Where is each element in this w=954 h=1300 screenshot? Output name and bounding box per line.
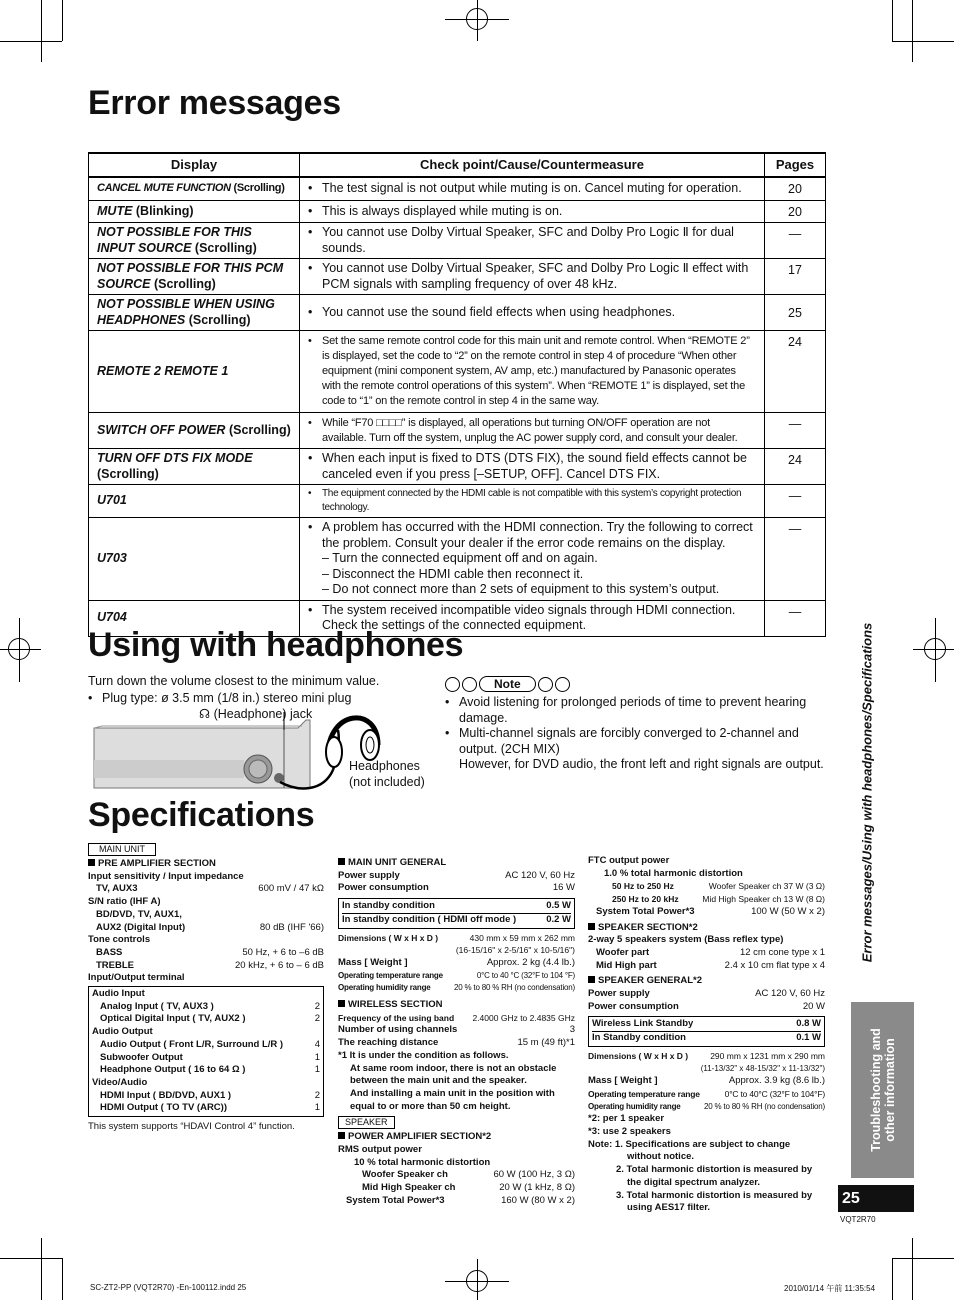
cause-cell: • While “F70 □□□□” is displayed, all operations but turning ON/OFF operation are not available. Turn off the system, unplug the AC power supply cord, and consult your dealer.: [300, 413, 765, 449]
display-cell: TURN OFF DTS FIX MODE (Scrolling): [89, 449, 300, 485]
section-heading: PRE AMPLIFIER SECTION: [98, 858, 216, 869]
spec-label: FTC output power: [588, 855, 670, 866]
registration-line: [19, 618, 20, 682]
table-row: [89, 518, 826, 601]
spec-row: Operating temperature range 0°C to 40°C (32°F to 104°F): [588, 1088, 825, 1099]
spec-row: Operating humidity range 20 % to 80 % RH (no condensation): [338, 983, 575, 993]
doc-code: VQT2R70: [840, 1215, 876, 1224]
crop-mark: [0, 41, 62, 42]
spec-row: Mid High Speaker ch 20 W (1 kHz, 8 Ω): [362, 1182, 575, 1194]
spec-row: AUX2 (Digital Input) 80 dB (IHF '66): [96, 921, 324, 933]
footnote: *2: per 1 speaker: [588, 1113, 665, 1125]
pages-cell: —: [765, 485, 826, 518]
standby-box: [338, 898, 575, 928]
spec-row: Power consumption 20 W: [588, 1000, 825, 1012]
display-cell: NOT POSSIBLE FOR THIS INPUT SOURCE (Scrolling): [89, 223, 300, 259]
spec-row: Optical Digital Input ( TV, AUX2 ) 2: [100, 1013, 320, 1025]
pages-cell: —: [765, 518, 826, 601]
pages-cell: 17: [765, 259, 826, 295]
spec-row: HDMI Output ( TO TV (ARC)) 1: [100, 1102, 320, 1114]
display-cell: REMOTE 2 REMOTE 1: [89, 331, 300, 413]
crop-mark: [892, 41, 954, 42]
spec-label: BD/DVD, TV, AUX1,: [96, 908, 182, 920]
table-row: [89, 331, 826, 413]
spec-row: System Total Power*3 100 W (50 W x 2): [596, 905, 825, 917]
spec-column-main-unit: [88, 843, 324, 1134]
footnote: 3. Total harmonic distortion is measured by: [616, 1189, 813, 1201]
header-display: Display: [89, 153, 300, 177]
spec-label: Tone controls: [88, 934, 151, 946]
spec-row: Video/Audio: [92, 1076, 148, 1088]
pages-cell: 25: [765, 295, 826, 331]
footnote: *3: use 2 speakers: [588, 1126, 671, 1138]
crop-mark: [62, 0, 63, 41]
header-pages: Pages: [765, 153, 826, 177]
footnote: Note: 1. Specifications are subject to change: [588, 1138, 791, 1150]
spec-row: Headphone Output ( 16 to 64 Ω ) 1: [100, 1064, 320, 1076]
display-cell: SWITCH OFF POWER (Scrolling): [89, 413, 300, 449]
terminal-box: [88, 986, 324, 1117]
main-unit-tag: MAIN UNIT: [88, 843, 156, 856]
spec-row: Audio Output: [92, 1026, 153, 1038]
spec-row: Operating humidity range 20 % to 80 % RH (no condensation): [588, 1101, 825, 1111]
spec-column-speaker: [588, 855, 825, 1215]
crop-mark: [892, 0, 893, 41]
note-item: Avoid listening for prolonged periods of time to prevent hearing damage.: [459, 695, 807, 725]
table-row: [89, 223, 826, 259]
crop-mark: [892, 1258, 954, 1259]
pages-cell: 24: [765, 331, 826, 413]
table-row: [89, 485, 826, 518]
spec-label: Input/Output terminal: [88, 972, 185, 984]
spec-row: Mid High part 2.4 x 10 cm flat type x 4: [596, 959, 825, 971]
note-item: Multi-channel signals are forcibly converged to 2-channel and output. (2CH MIX): [459, 726, 799, 756]
headphones-label-line2: (not included): [349, 775, 425, 789]
side-tab-label: Error messages/Using with headphones/Specifications: [859, 622, 875, 962]
plug-type: Plug type: ø 3.5 mm (1/8 in.) stereo mini plug: [102, 690, 352, 705]
registration-line: [0, 649, 41, 650]
crop-mark: [41, 0, 42, 62]
display-cell: U701: [89, 485, 300, 518]
section-heading: WIRELESS SECTION: [348, 999, 443, 1011]
footnote: without notice.: [627, 1151, 695, 1163]
cause-cell: • A problem has occurred with the HDMI connection. Try the following to correct the problem. Consult your dealer if the error code remains on the display. – Turn the connected equipment off and on again. – Disconnect the HDMI cable then reconnect it. – Do not connect more than 2 sets of equipment to this system’s output.: [300, 518, 765, 601]
table-row: [89, 449, 826, 485]
spec-row: Analog Input ( TV, AUX3 ) 2: [100, 1000, 320, 1012]
registration-line: [913, 649, 954, 650]
footer-file: SC-ZT2-PP (VQT2R70) -En-100112.indd 25: [90, 1283, 247, 1292]
cause-cell: • The system received incompatible video signals through HDMI connection. Check the settings of the connected equipment.: [300, 600, 765, 636]
note-item: However, for DVD audio, the front left and right signals are output.: [459, 757, 824, 771]
spec-label: S/N ratio (IHF A): [88, 896, 161, 908]
headphones-instructions: Turn down the volume closest to the minimum value. • Plug type: ø 3.5 mm (1/8 in.) stereo mini plug: [88, 674, 428, 706]
headphones-label-line1: Headphones: [349, 759, 420, 773]
specifications-title: Specifications: [88, 796, 315, 834]
spec-column-general: [338, 857, 575, 1208]
spec-row: Power supply AC 120 V, 60 Hz: [338, 869, 575, 881]
table-row: [89, 200, 826, 223]
table-row: [89, 177, 826, 200]
spec-row: Woofer Speaker ch 60 W (100 Hz, 3 Ω): [362, 1169, 575, 1181]
header-checkpoint: Check point/Cause/Countermeasure: [300, 153, 765, 177]
jack-label: ☊ (Headphone) jack: [199, 707, 313, 721]
spec-row: Operating temperature range 0°C to 40 °C (32°F to 104 °F): [338, 970, 575, 980]
crop-mark: [62, 1258, 63, 1300]
table-row: [89, 295, 826, 331]
cause-cell: • The test signal is not output while muting is on. Cancel muting for operation.: [300, 177, 765, 200]
crop-mark: [0, 1258, 62, 1259]
spec-label: Input sensitivity / Input impedance: [88, 870, 244, 882]
cause-cell: • You cannot use Dolby Virtual Speaker, SFC and Dolby Pro Logic Ⅱ for dual sounds.: [300, 223, 765, 259]
registration-line: [477, 1259, 478, 1300]
registration-line: [935, 618, 936, 682]
spec-row: Wireless Link Standby 0.8 W: [592, 1018, 821, 1032]
page-number: 25: [838, 1185, 914, 1212]
spec-row: HDMI Input ( BD/DVD, AUX1 ) 2: [100, 1089, 320, 1101]
pages-cell: 20: [765, 200, 826, 223]
spec-row: The reaching distance 15 m (49 ft)*1: [338, 1037, 575, 1049]
cause-cell: • You cannot use the sound field effects when using headphones.: [300, 295, 765, 331]
spec-row: Power supply AC 120 V, 60 Hz: [588, 988, 825, 1000]
footnote: At same room indoor, there is not an obstacle between the main unit and the speaker.: [350, 1062, 557, 1087]
footnote: *1 It is under the condition as follows.: [338, 1049, 509, 1061]
table-row: [89, 259, 826, 295]
spec-row: Number of using channels 3: [338, 1024, 575, 1036]
headphones-title: Using with headphones: [88, 626, 464, 664]
crop-mark: [41, 1238, 42, 1300]
spec-label: RMS output power: [338, 1144, 422, 1156]
display-cell: U703: [89, 518, 300, 601]
spec-row: Dimensions ( W x H x D ) 290 mm x 1231 mm x 290 mm: [588, 1050, 825, 1061]
spec-row: Mass [ Weight ] Approx. 2 kg (4.4 lb.): [338, 956, 575, 968]
spec-row: System Total Power*3 160 W (80 W x 2): [346, 1194, 575, 1206]
pages-cell: —: [765, 413, 826, 449]
volume-instruction: Turn down the volume closest to the minimum value.: [88, 674, 380, 688]
section-heading: MAIN UNIT GENERAL: [348, 857, 447, 868]
error-messages-title: Error messages: [88, 84, 341, 122]
spec-row: BASS 50 Hz, + 6 to –6 dB: [96, 946, 324, 958]
spec-row: Subwoofer Output 1: [100, 1051, 320, 1063]
side-tab-label-wrap: [852, 587, 882, 997]
crop-mark: [912, 0, 913, 62]
spec-row: In standby condition 0.5 W: [342, 900, 571, 914]
spec-row: Mass [ Weight ] Approx. 3.9 kg (8.6 lb.): [588, 1075, 825, 1087]
spec-row: TV, AUX3 600 mV / 47 kΩ: [96, 883, 324, 895]
speaker-tag: SPEAKER: [338, 1116, 395, 1129]
spec-row: In Standby condition 0.1 W: [592, 1032, 821, 1044]
pages-cell: —: [765, 223, 826, 259]
note-section: Note • Avoid listening for prolonged periods of time to prevent hearing damage. • Multi-channel signals are forcibly converged to 2-channel and output. (2CH MIX) However, for DVD audio, the front left and right signals are output.: [445, 676, 830, 773]
crop-mark: [892, 1258, 893, 1300]
pages-cell: 20: [765, 177, 826, 200]
cause-cell: • You cannot use Dolby Virtual Speaker, SFC and Dolby Pro Logic Ⅱ effect with PCM signals with sampling frequency of over 48 kHz.: [300, 259, 765, 295]
spec-value: (11-13/32" x 48-15/32" x 11-13/32"): [700, 1063, 825, 1073]
spec-label: 1.0 % total harmonic distortion: [604, 867, 743, 879]
footnote: And installing a main unit in the position with equal to or more than 50 cm height.: [350, 1087, 555, 1112]
display-cell: NOT POSSIBLE FOR THIS PCM SOURCE (Scrolling): [89, 259, 300, 295]
display-cell: CANCEL MUTE FUNCTION (Scrolling): [89, 177, 300, 200]
section-heading: POWER AMPLIFIER SECTION*2: [348, 1131, 492, 1143]
crop-mark: [912, 1238, 913, 1300]
table-row: [89, 413, 826, 449]
headphones-label: [349, 758, 425, 790]
pages-cell: 24: [765, 449, 826, 485]
spec-row: Audio Output ( Front L/R, Surround L/R ) 4: [100, 1038, 320, 1050]
cause-cell: • When each input is fixed to DTS (DTS FIX), the sound field effects cannot be canceled even if you press [–SETUP, OFF]. Cancel DTS FIX.: [300, 449, 765, 485]
spec-row: 50 Hz to 250 Hz Woofer Speaker ch 37 W (3 Ω): [612, 881, 825, 892]
spec-label: 10 % total harmonic distortion: [354, 1156, 491, 1168]
footnote: using AES17 filter.: [627, 1202, 711, 1214]
error-messages-table: [88, 152, 826, 637]
cause-cell: • Set the same remote control code for this main unit and remote control. When “REMOTE 2” is displayed, set the code to “2” on the remote control in step 4 of procedure “When other equipment (mini component system, AV amp, etc.) manufactured by Panasonic operates with the remote control operations of this system”. When “REMOTE 1” is displayed, set the code to “1” on the remote control in step 4 in the same way.: [300, 331, 765, 413]
spec-row: 250 Hz to 20 kHz Mid High Speaker ch 13 W (8 Ω): [612, 894, 825, 905]
note-header: [445, 676, 830, 692]
spec-row: Dimensions ( W x H x D ) 430 mm x 59 mm x 262 mm: [338, 932, 575, 943]
spec-row: Frequency of the using band 2.4000 GHz to 2.4835 GHz: [338, 1012, 575, 1023]
cause-cell: • This is always displayed while muting is on.: [300, 200, 765, 223]
cause-cell: • The equipment connected by the HDMI cable is not compatible with this system’s copyright protection technology.: [300, 485, 765, 518]
footnote: the digital spectrum analyzer.: [627, 1176, 761, 1188]
table-header-row: [89, 153, 826, 177]
footnote: 2. Total harmonic distortion is measured by: [616, 1164, 813, 1176]
section-tab: [851, 1002, 914, 1178]
section-heading: SPEAKER SECTION*2: [598, 921, 698, 933]
spec-row: Woofer part 12 cm cone type x 1: [596, 946, 825, 958]
section-heading: SPEAKER GENERAL*2: [598, 975, 702, 987]
spec-label: 2-way 5 speakers system (Bass reflex type): [588, 934, 784, 946]
hdavi-note: This system supports “HDAVI Control 4” function.: [88, 1121, 295, 1133]
spec-row: In standby condition ( HDMI off mode ) 0.2 W: [342, 913, 571, 925]
pages-cell: —: [765, 600, 826, 636]
footer-timestamp: 2010/01/14 午前 11:35:54: [784, 1284, 876, 1293]
display-cell: U704: [89, 600, 300, 636]
display-cell: NOT POSSIBLE WHEN USING HEADPHONES (Scrolling): [89, 295, 300, 331]
standby-box: [588, 1016, 825, 1046]
section-tab-label: Troubleshooting and other information: [868, 1028, 897, 1152]
spec-row: TREBLE 20 kHz, + 6 to – 6 dB: [96, 959, 324, 971]
note-label: Note: [479, 676, 536, 692]
display-cell: MUTE (Blinking): [89, 200, 300, 223]
spec-row: Power consumption 16 W: [338, 882, 575, 894]
registration-line: [477, 0, 478, 41]
spec-row: Audio Input: [92, 988, 145, 1000]
spec-value: (16-15/16" x 2-5/16" x 10-5/16"): [455, 945, 575, 956]
